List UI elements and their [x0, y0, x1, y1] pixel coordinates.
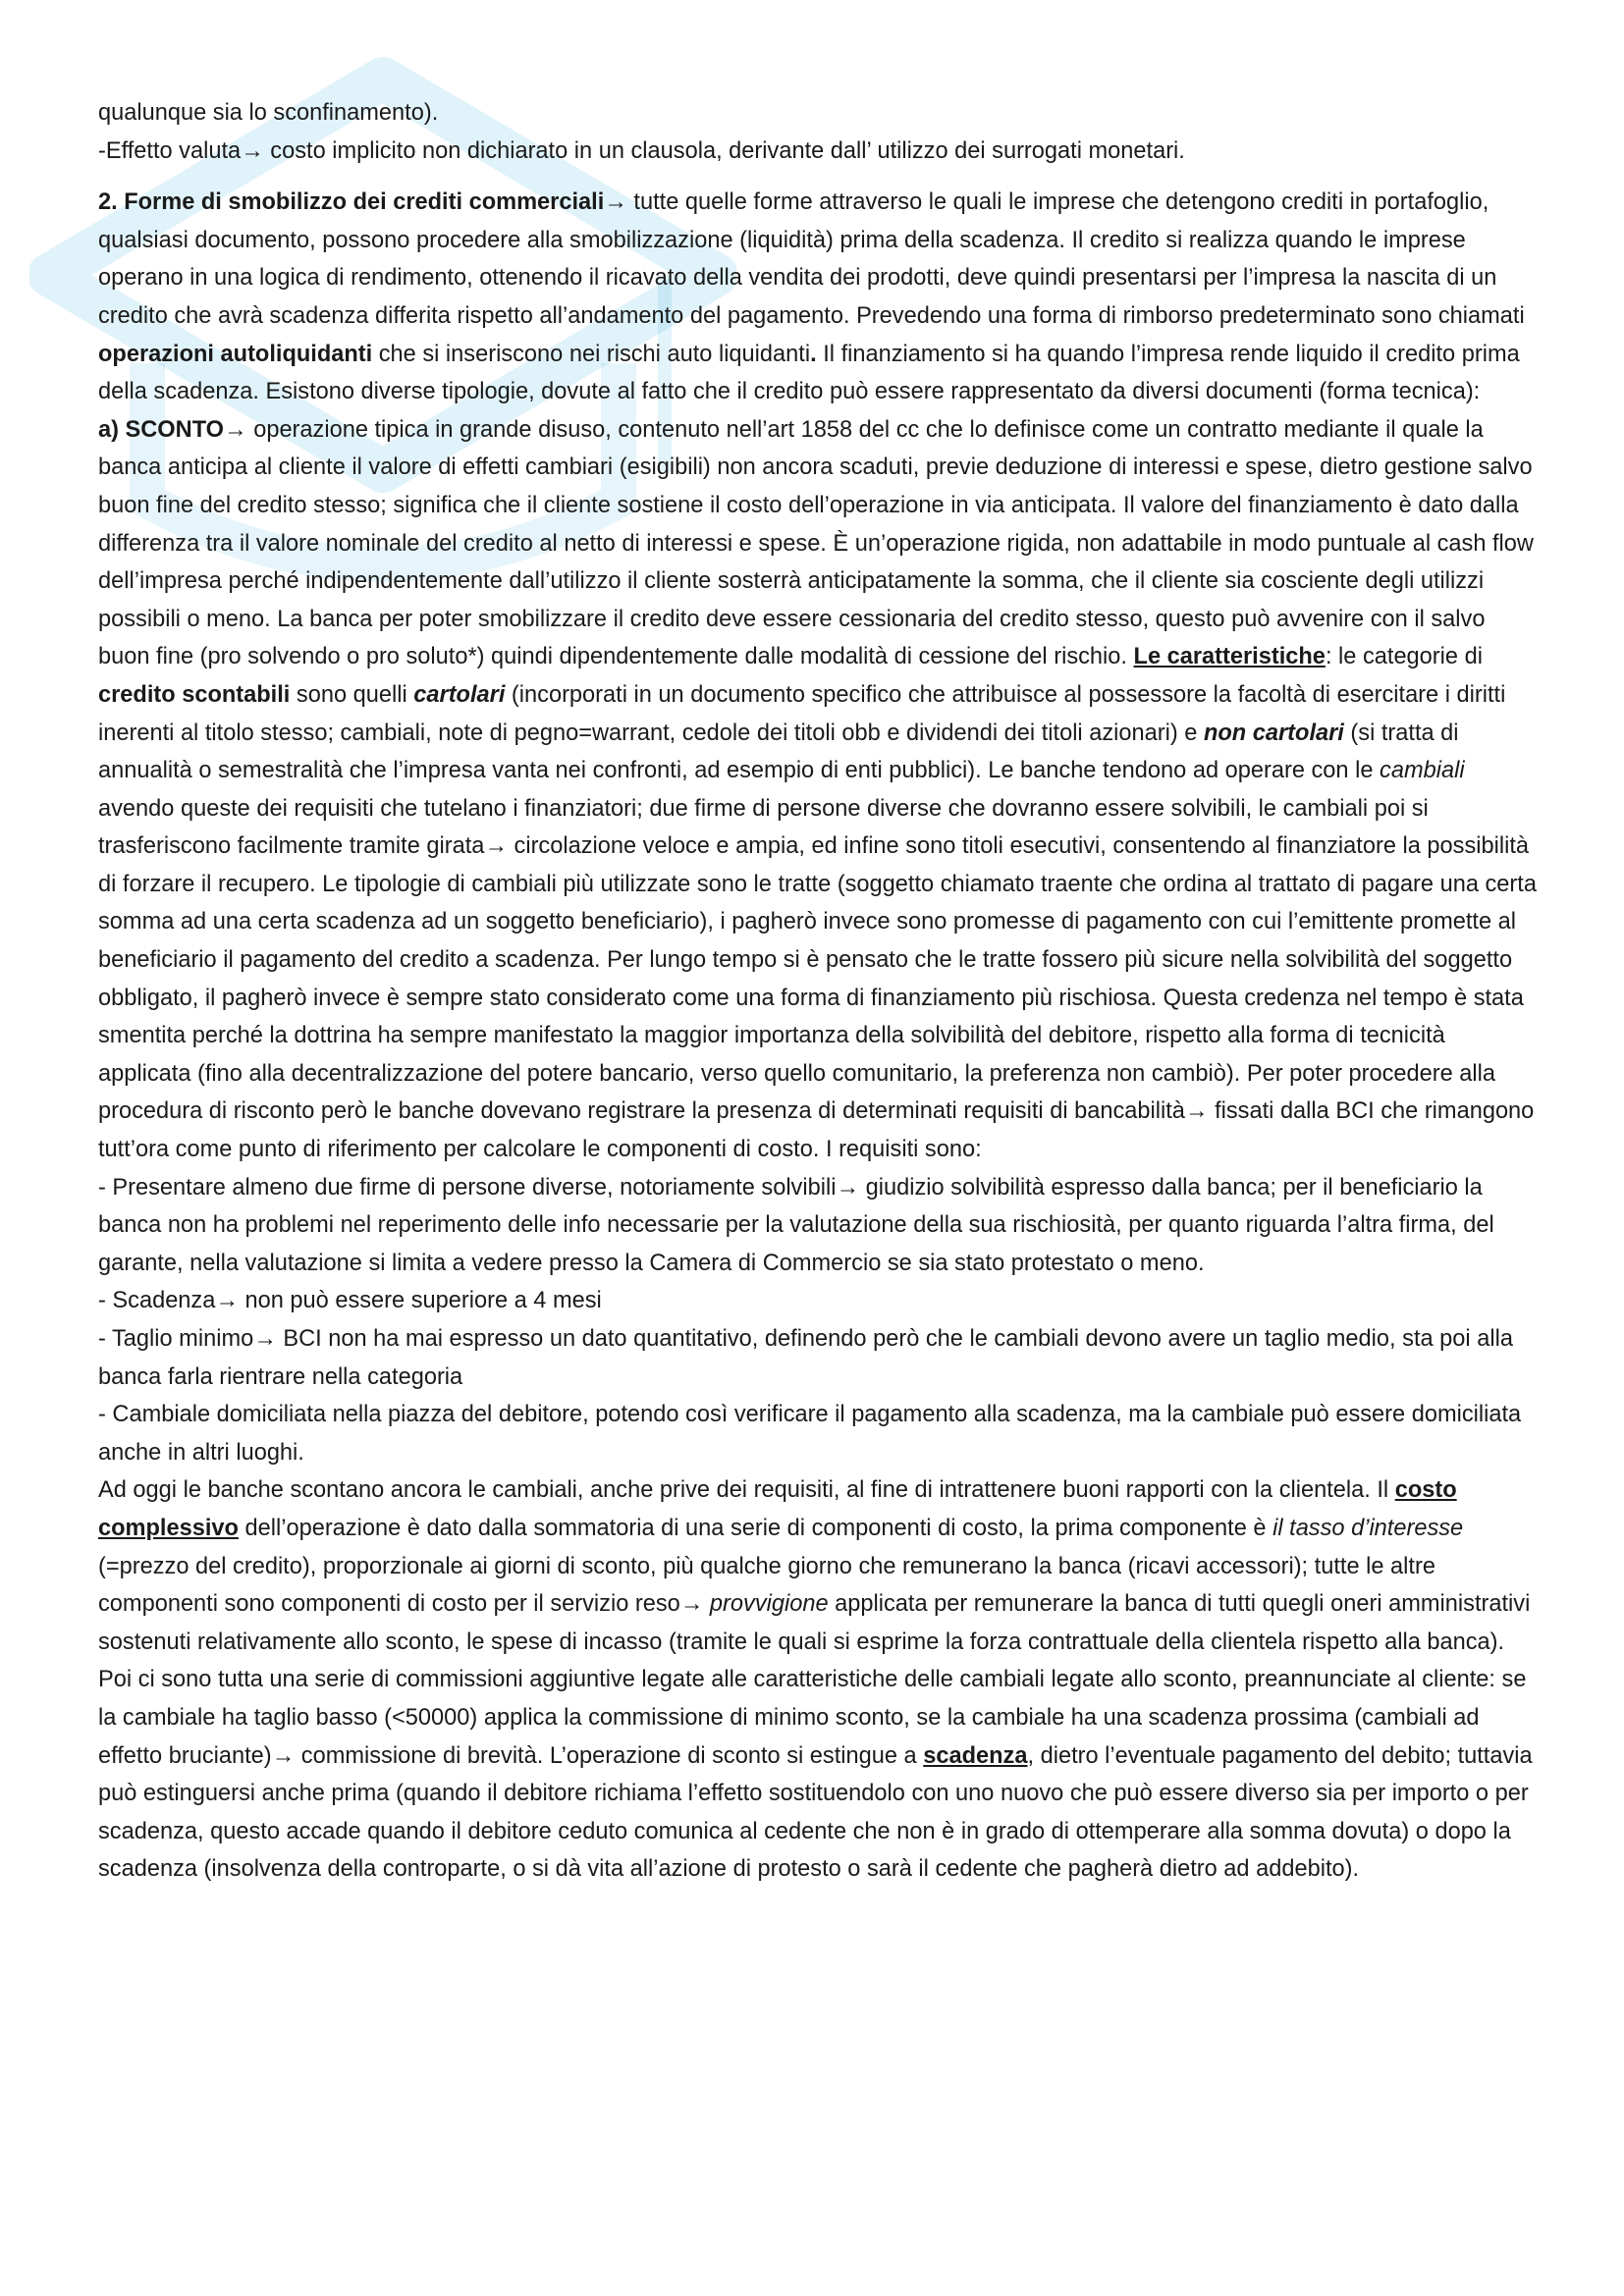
costo-text-1: Ad oggi le banche scontano ancora le cambiali, anche prive dei requisiti, al fine di intrattenere buoni rapporti con la clientela. Il [98, 1477, 1395, 1504]
requisito-item: - Presentare almeno due firme di persone diverse, notoriamente solvibili→ giudizio solvibilità espresso dalla banca; per il beneficiario la banca non ha problemi nel reperimento delle info necessarie per la valutazione della sua rischiosità, per quanto riguarda l’altra firma, del garante, nella valutazione si limita a vedere presso la Camera di Commercio se sia stato protestato o meno. [98, 1174, 1494, 1276]
document-page [98, 94, 1537, 1889]
costo-text-3: (=prezzo del credito), proporzionale ai giorni di sconto, più qualche giorno che remunerano la banca (ricavi accessori); tutte le altre componenti sono componenti di costo per il servizio reso→ [98, 1553, 1435, 1618]
requisito-item: - Scadenza→ non può essere superiore a 4 mesi [98, 1288, 602, 1314]
term-operazioni-autoliquidanti: operazioni autoliquidanti [98, 341, 373, 367]
term-non-cartolari: non cartolari [1203, 720, 1344, 746]
term-credito-scontabili: credito scontabili [98, 681, 291, 708]
sconto-text-5: (si tratta di annualità o semestralità che l’impresa vanta nei confronti, ad esempio di enti pubblici). Le banche tendono ad operare con le [98, 720, 1459, 784]
term-cartolari: cartolari [413, 681, 506, 708]
sconto-text-4: (incorporati in un documento specifico che attribuisce al possessore la facoltà di esercitare i diritti inerenti al titolo stesso; cambiali, note di pegno=warrant, cedole dei titoli obb e dividendi dei titoli azionari) e [98, 681, 1506, 746]
section-2-text-1: tutte quelle forme attraverso le quali le imprese che detengono crediti in portafoglio, qualsiasi documento, possono procedere alla smobilizzazione (liquidità) prima della scadenza. Il credito si realizza quando le imprese operano in una logica di rendimento, ottenendo il ricavato della vendita dei prodotti, deve quindi presentarsi per l’impresa la nascita di un credito che avrà scadenza differita rispetto all’andamento del pagamento. Prevedendo una forma di rimborso predeterminato sono chiamati [98, 189, 1525, 329]
caratteristiche-heading: Le caratteristiche [1133, 644, 1326, 670]
term-provvigione: provvigione [709, 1591, 829, 1618]
sconto-text-6: avendo queste dei requisiti che tutelano i finanziatori; due firme di persone diverse che dovranno essere solvibili, le cambiali poi si trasferiscono facilmente tramite girata→ circolazione veloce e ampia, ed infine sono titoli esecutivi, consentendo al finanziatore la possibilità di forzare il recupero. Le tipologie di cambiali più utilizzate sono le tratte (soggetto chiamato traente che ordina al trattato di pagare una certa somma ad una certa scadenza ad un soggetto beneficiario), i pagherò invece sono promesse di pagamento con cui l’emittente promette al beneficiario il pagamento del credito a scadenza. Per lungo tempo si è pensato che le tratte fossero più sicure nella solvibilità del soggetto obbligato, il pagherò invece è sempre stato considerato come una forma di finanziamento più rischiosa. Questa credenza nel tempo è stata smentita perché la dottrina ha sempre manifestato la maggior importanza della solvibilità del debitore, rispetto alla forma di tecnicità applicata (fino alla decentralizzazione del potere bancario, verso quello comunitario, la preferenza non cambiò). Per poter procedere alla procedura di risconto però le banche dovevano registrare la presenza di determinati requisiti di bancabilità→ fissati dalla BCI che rimangono tutt’ora come punto di riferimento per calcolare le componenti di costo. I requisiti sono: [98, 795, 1537, 1163]
costo-paragraph [98, 1471, 1537, 1889]
scadenza-heading: scadenza [923, 1742, 1028, 1769]
section-2-text-2: che si inseriscono nei rischi auto liquidanti [372, 341, 811, 367]
section-2-paragraph [98, 184, 1537, 411]
requisito-item: - Cambiale domiciliata nella piazza del debitore, potendo così verificare il pagamento alla scadenza, ma la cambiale può essere domiciliata anche in altri luoghi. [98, 1402, 1522, 1466]
sconto-text-1: → operazione tipica in grande disuso, contenuto nell’art 1858 del cc che lo definisce come un contratto mediante il quale la banca anticipa al cliente il valore di effetti cambiari (esigibili) non ancora scaduti, previe deduzione di interessi e spese, dietro gestione salvo buon fine del credito stesso; significa che il cliente sostiene il costo dell’operazione in via anticipata. Il valore del finanziamento è dato dalla differenza tra il valore nominale del credito al netto di interessi e spese. È un’operazione rigida, non adattabile in modo puntuale al cash flow dell’impresa perché indipendentemente dall’utilizzo il cliente sosterrà anticipatamente la somma, che il cliente sia cosciente degli utilizzi possibili o meno. La banca per poter smobilizzare il credito deve essere cessionaria del credito stesso, questo può avvenire con il salvo buon fine (pro solvendo o pro soluto*) quindi dipendentemente dalle modalità di cessione del rischio. [98, 416, 1534, 670]
requisito-item: - Taglio minimo→ BCI non ha mai espresso un dato quantitativo, definendo però che le cambiali devono avere un taglio medio, sta poi alla banca farla rientrare nella categoria [98, 1326, 1513, 1390]
sconto-paragraph [98, 411, 1537, 1169]
term-tasso-interesse: il tasso d’interesse [1272, 1515, 1464, 1541]
sconto-text-2: : le categorie di [1325, 644, 1483, 670]
costo-text-4: applicata per remunerare la banca di tutti quegli oneri amministrativi sostenuti relativamente allo sconto, le spese di incasso (tramite le quali si esprime la forza contrattuale della clientela rispetto alla banca). Poi ci sono tutta una serie di commissioni aggiuntive legate alle caratteristiche delle cambiali legate allo sconto, preannunciate al cliente: se la cambiale ha taglio basso (<50000) applica la commissione di minimo sconto, se la cambiale ha una scadenza prossima (cambiali ad effetto bruciante)→ commissione di brevità. L’operazione di sconto si estingue a [98, 1591, 1531, 1769]
intro-line-2: -Effetto valuta→ costo implicito non dichiarato in un clausola, derivante dall’ utilizzo dei surrogati monetari. [98, 137, 1185, 164]
intro-line-1: qualunque sia lo sconfinamento). [98, 100, 439, 126]
sconto-heading: a) SCONTO [98, 416, 225, 443]
section-2-bold-period: . [810, 341, 817, 367]
section-2-text-3: Il finanziamento si ha quando l’impresa rende liquido il credito prima della scadenza. Esistono diverse tipologie, dovute al fatto che il credito può essere rappresentato da diversi documenti (forma tecnica): [98, 341, 1520, 405]
costo-text-5: , dietro l’eventuale pagamento del debito; tuttavia può estinguersi anche prima (quando il debitore richiama l’effetto sostituendolo con uno nuovo che può essere diverso sia per importo o per scadenza, questo accade quando il debitore ceduto comunica al cedente che non è in grado di ottemperare alla somma dovuta) o dopo la scadenza (insolvenza della controparte, o si dà vita all’azione di protesto o sarà il cedente che pagherà dietro ad addebito). [98, 1742, 1533, 1883]
sconto-text-3: sono quelli [290, 681, 414, 708]
costo-text-2: dell’operazione è dato dalla sommatoria di una serie di componenti di costo, la prima componente è [238, 1515, 1273, 1541]
section-2-heading: 2. Forme di smobilizzo dei crediti commerciali→ [98, 189, 627, 216]
costo-complessivo-heading: costo complessivo [98, 1477, 1457, 1541]
term-cambiali: cambiali [1380, 758, 1465, 784]
